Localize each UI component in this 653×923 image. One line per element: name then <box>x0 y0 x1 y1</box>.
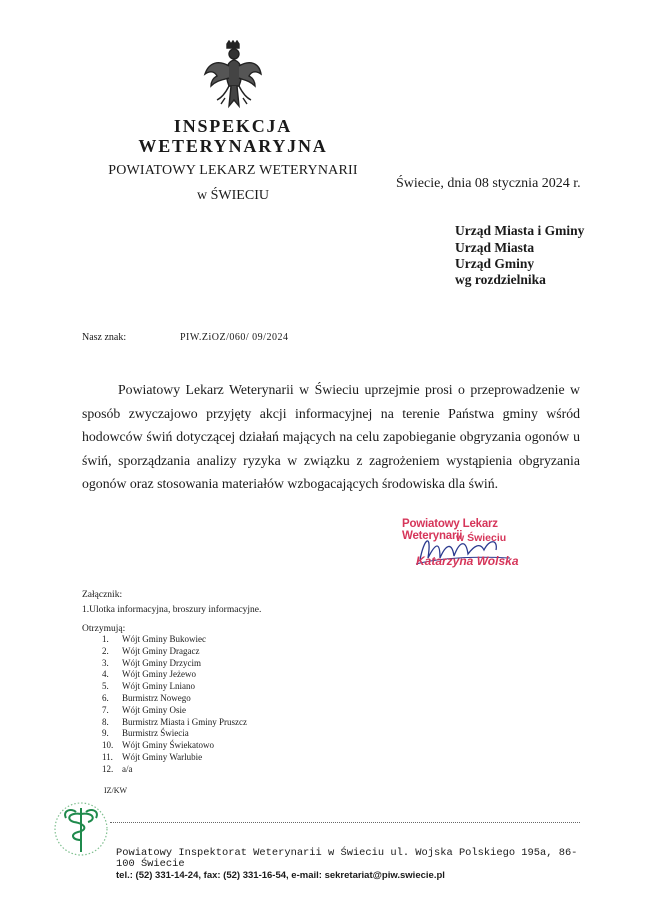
letter-body <box>82 378 580 496</box>
list-item: 12. a/a <box>102 763 133 774</box>
attachment-label: Załącznik: <box>82 590 123 600</box>
addressee-line: Urząd Miasta <box>455 240 535 255</box>
addressee-line: Urząd Gminy <box>455 256 535 271</box>
stamp-location: w Świeciu <box>456 532 507 544</box>
list-item: 10. Wójt Gminy Świekatowo <box>102 740 214 751</box>
list-item: 11. Wójt Gminy Warlubie <box>102 751 203 762</box>
footer-divider <box>110 822 580 823</box>
org-name-line1: INSPEKCJA <box>173 116 293 136</box>
attachment-value: 1.Ulotka informacyjna, broszury informacyjne. <box>82 605 262 615</box>
list-item: 6. Burmistrz Nowego <box>102 692 191 703</box>
place-and-date: Świecie, dnia 08 stycznia 2024 r. <box>396 176 581 191</box>
caduceus-logo-icon <box>52 800 110 858</box>
recipients-label: Otrzymują: <box>82 624 126 634</box>
list-item: 1. Wójt Gminy Bukowiec <box>102 634 206 644</box>
reference-label: Nasz znak: <box>82 332 127 343</box>
office-location: w ŚWIECIU <box>197 188 269 203</box>
reference-number: PIW.ZiOZ/060/ 09/2024 <box>180 332 289 343</box>
list-item: 5. Wójt Gminy Lniano <box>102 681 195 692</box>
list-item: 4. Wójt Gminy Jeżewo <box>102 669 196 680</box>
recipients-list <box>102 634 247 776</box>
stamp-signatory: Katarzyna Wolska <box>416 554 519 568</box>
author-initials: IZ/KW <box>104 786 128 795</box>
letter-paragraph: Powiatowy Lekarz Weterynarii w Świeciu uprzejmie prosi o przeprowadzenie w sposób zwyczajowo przyjęty akcji informacyjnej na terenie Państwa gminy wśród hodowców świń dotyczącej działań mających na celu zapobieganie obgryzania ogonów u świń, sporządzania analizy ryzyka w związku z zagrożeniem wystąpienia obgryzania ogonów oraz stosowania materiałów wzbogacających środowiska dla świń. <box>82 382 580 491</box>
list-item: 7. Wójt Gminy Osie <box>102 704 186 715</box>
list-item: 3. Wójt Gminy Drzycim <box>102 657 201 668</box>
org-name-line2: WETERYNARYJNA <box>138 136 328 156</box>
addressee-line: wg rozdzielnika <box>455 272 546 287</box>
footer-address: Powiatowy Inspektorat Weterynarii w Świeciu ul. Wojska Polskiego 195a, 86-100 Świecie <box>116 847 578 870</box>
addressee-line: Urząd Miasta i Gminy <box>455 223 585 238</box>
list-item: 8. Burmistrz Miasta i Gminy Pruszcz <box>102 716 247 727</box>
stamp-title: Powiatowy Lekarz Weterynarii <box>402 518 498 542</box>
list-item: 9. Burmistrz Świecia <box>102 728 189 739</box>
office-name: POWIATOWY LEKARZ WETERYNARII <box>108 163 358 178</box>
official-stamp <box>394 515 554 575</box>
list-item: 2. Wójt Gminy Dragacz <box>102 645 200 656</box>
eagle-emblem-icon <box>203 40 263 112</box>
footer-contact: tel.: (52) 331-14-24, fax: (52) 331-16-54, e-mail: sekretariat@piw.swiecie.pl <box>116 870 445 881</box>
